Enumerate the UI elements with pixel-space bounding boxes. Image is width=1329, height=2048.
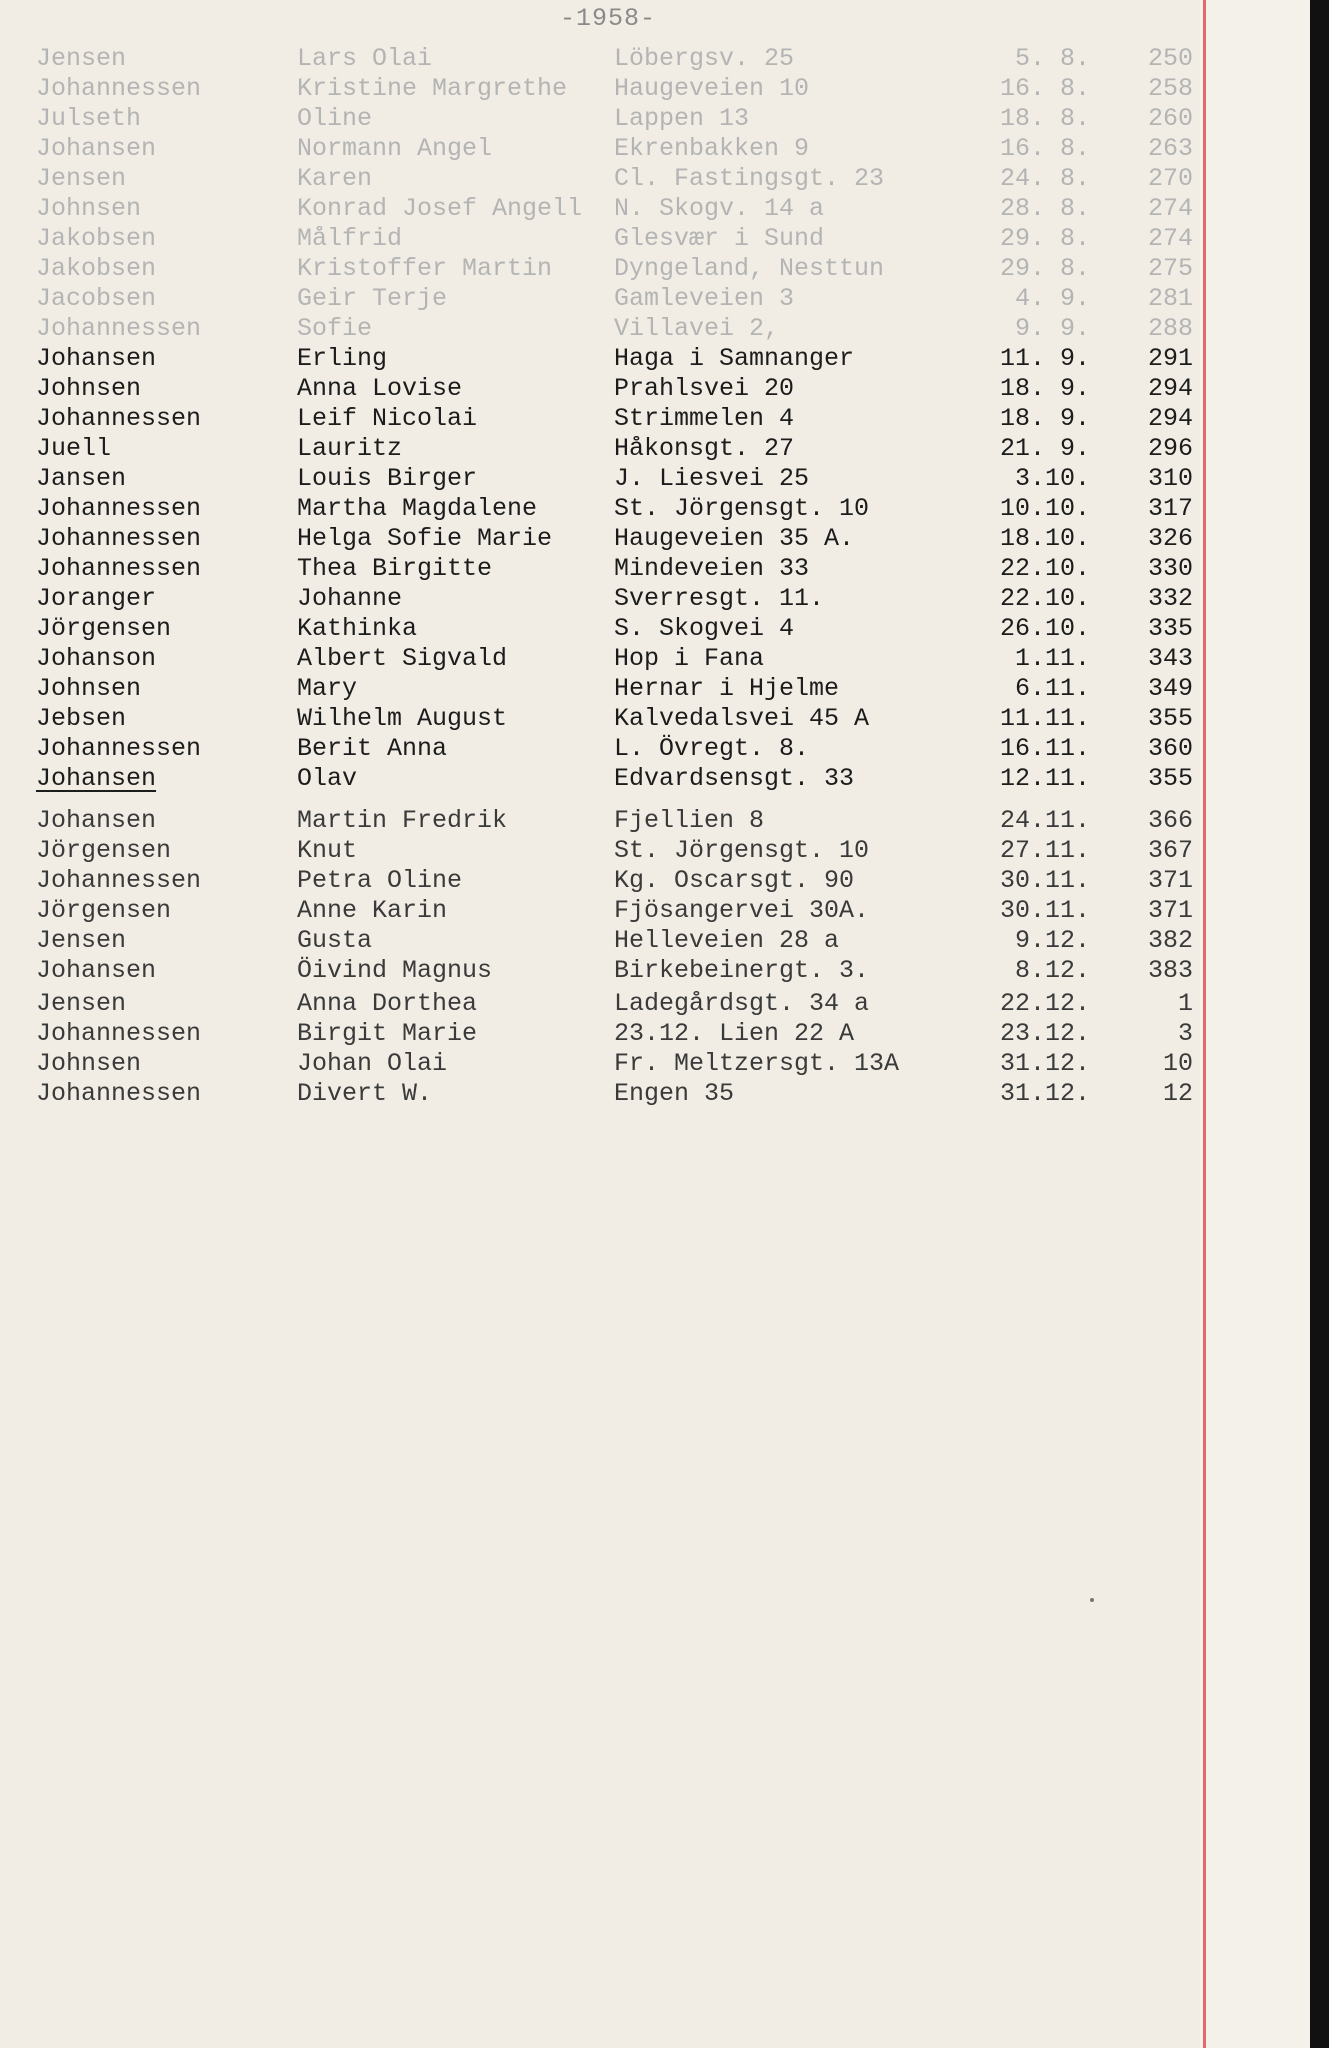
entry-surname: Johnsen (36, 374, 142, 403)
register-entry (0, 584, 1200, 614)
entry-date: 1.11. (1014, 644, 1090, 673)
page-margin-strip (1200, 0, 1310, 2048)
entry-number: 332 (1147, 584, 1193, 613)
entry-date: 11. 9. (999, 344, 1090, 373)
entry-address: Haugeveien 35 A. (614, 524, 855, 553)
entry-given-names: Divert W. (297, 1079, 433, 1108)
entry-date: 24. 8. (999, 164, 1090, 193)
entry-surname: Johannessen (36, 1079, 202, 1108)
entry-given-names: Johan Olai (297, 1049, 448, 1078)
entry-given-names: Louis Birger (297, 464, 478, 493)
register-entry (0, 524, 1200, 554)
entry-address: Löbergsv. 25 (614, 44, 795, 73)
entry-surname: Johanson (36, 644, 157, 673)
entry-surname: Jensen (36, 44, 127, 73)
entry-surname: Joranger (36, 584, 157, 613)
entry-address: Kalvedalsvei 45 A (614, 704, 870, 733)
entry-number: 367 (1147, 836, 1193, 865)
entry-number: 355 (1147, 764, 1193, 793)
entry-address: Gamleveien 3 (614, 284, 795, 313)
entry-number: 310 (1147, 464, 1193, 493)
entry-given-names: Målfrid (297, 224, 403, 253)
entry-surname: Johansen (36, 764, 157, 793)
entry-surname: Jensen (36, 926, 127, 955)
entry-date: 18.10. (999, 524, 1090, 553)
entry-given-names: Mary (297, 674, 358, 703)
entry-date: 27.11. (999, 836, 1090, 865)
register-entry (0, 74, 1200, 104)
entry-number: 294 (1147, 404, 1193, 433)
entry-address: Sverresgt. 11. (614, 584, 825, 613)
entry-surname: Johansen (36, 344, 157, 373)
entry-number: 10 (1162, 1049, 1193, 1078)
entry-surname: Johannessen (36, 74, 202, 103)
entry-date: 30.11. (999, 866, 1090, 895)
entry-address: J. Liesvei 25 (614, 464, 810, 493)
register-entry (0, 614, 1200, 644)
entry-surname: Johannessen (36, 494, 202, 523)
entry-surname: Johnsen (36, 1049, 142, 1078)
entry-surname: Julseth (36, 104, 142, 133)
register-entry (0, 374, 1200, 404)
entry-address: 23.12. Lien 22 A (614, 1019, 855, 1048)
entry-address: Prahlsvei 20 (614, 374, 795, 403)
entry-address: Strimmelen 4 (614, 404, 795, 433)
entry-number: 343 (1147, 644, 1193, 673)
register-entry (0, 314, 1200, 344)
entry-date: 8.12. (1014, 956, 1090, 985)
entry-date: 16. 8. (999, 134, 1090, 163)
entry-surname: Johansen (36, 806, 157, 835)
entry-number: 274 (1147, 194, 1193, 223)
entry-address: L. Övregt. 8. (614, 734, 810, 763)
entry-address: Hernar i Hjelme (614, 674, 840, 703)
entry-given-names: Anne Karin (297, 896, 448, 925)
entry-given-names: Knut (297, 836, 358, 865)
paper-speck (1090, 1598, 1094, 1602)
entry-date: 4. 9. (1014, 284, 1090, 313)
entry-address: Haugeveien 10 (614, 74, 810, 103)
entry-number: 349 (1147, 674, 1193, 703)
entry-surname: Johannessen (36, 404, 202, 433)
entry-date: 22.10. (999, 554, 1090, 583)
entry-date: 23.12. (999, 1019, 1090, 1048)
entry-number: 288 (1147, 314, 1193, 343)
register-entry (0, 644, 1200, 674)
entry-address: Mindeveien 33 (614, 554, 810, 583)
register-entry (0, 404, 1200, 434)
entry-given-names: Wilhelm August (297, 704, 508, 733)
entry-given-names: Kathinka (297, 614, 418, 643)
entry-date: 9.12. (1014, 926, 1090, 955)
entry-address: Haga i Samnanger (614, 344, 855, 373)
entry-surname: Johannessen (36, 554, 202, 583)
entry-address: Edvardsensgt. 33 (614, 764, 855, 793)
entry-number: 291 (1147, 344, 1193, 373)
entry-address: St. Jörgensgt. 10 (614, 494, 870, 523)
entry-given-names: Lars Olai (297, 44, 433, 73)
entry-number: 382 (1147, 926, 1193, 955)
entry-address: Ekrenbakken 9 (614, 134, 810, 163)
entry-surname: Jebsen (36, 704, 127, 733)
entry-given-names: Karen (297, 164, 373, 193)
register-entry (0, 1049, 1200, 1079)
entry-date: 18. 9. (999, 374, 1090, 403)
entry-surname: Jensen (36, 989, 127, 1018)
entry-number: 326 (1147, 524, 1193, 553)
register-entry (0, 806, 1200, 836)
entry-address: Hop i Fana (614, 644, 765, 673)
entry-address: Engen 35 (614, 1079, 735, 1108)
register-entry (0, 704, 1200, 734)
entry-date: 30.11. (999, 896, 1090, 925)
entry-date: 22.12. (999, 989, 1090, 1018)
register-entry (0, 134, 1200, 164)
register-entry (0, 254, 1200, 284)
register-entry (0, 344, 1200, 374)
entry-surname: Johansen (36, 134, 157, 163)
register-entry (0, 44, 1200, 74)
entry-date: 16. 8. (999, 74, 1090, 103)
entry-number: 360 (1147, 734, 1193, 763)
register-entry (0, 764, 1200, 794)
entry-address: N. Skogv. 14 a (614, 194, 825, 223)
entry-given-names: Anna Lovise (297, 374, 463, 403)
entry-address: Kg. Oscarsgt. 90 (614, 866, 855, 895)
entry-surname: Juell (36, 434, 112, 463)
entry-date: 21. 9. (999, 434, 1090, 463)
entry-surname: Jörgensen (36, 896, 172, 925)
entry-given-names: Birgit Marie (297, 1019, 478, 1048)
register-entry (0, 554, 1200, 584)
entry-surname: Johannessen (36, 524, 202, 553)
entry-number: 371 (1147, 896, 1193, 925)
entry-date: 26.10. (999, 614, 1090, 643)
entry-surname: Johannessen (36, 314, 202, 343)
entry-number: 371 (1147, 866, 1193, 895)
entry-date: 29. 8. (999, 224, 1090, 253)
entry-address: Glesvær i Sund (614, 224, 825, 253)
entry-address: Fr. Meltzersgt. 13A (614, 1049, 900, 1078)
entry-given-names: Sofie (297, 314, 373, 343)
register-entry (0, 896, 1200, 926)
entry-number: 335 (1147, 614, 1193, 643)
entry-date: 22.10. (999, 584, 1090, 613)
entry-given-names: Anna Dorthea (297, 989, 478, 1018)
entry-date: 6.11. (1014, 674, 1090, 703)
entry-date: 10.10. (999, 494, 1090, 523)
entry-number: 12 (1162, 1079, 1193, 1108)
entry-surname: Johnsen (36, 674, 142, 703)
register-entry (0, 1019, 1200, 1049)
register-entry (0, 734, 1200, 764)
entry-number: 366 (1147, 806, 1193, 835)
entry-given-names: Kristine Margrethe (297, 74, 568, 103)
entry-number: 3 (1177, 1019, 1193, 1048)
register-entry (0, 674, 1200, 704)
entry-surname: Jacobsen (36, 284, 157, 313)
entry-number: 274 (1147, 224, 1193, 253)
entry-surname: Jörgensen (36, 836, 172, 865)
entry-date: 5. 8. (1014, 44, 1090, 73)
entry-address: Fjellien 8 (614, 806, 765, 835)
entry-number: 330 (1147, 554, 1193, 583)
scan-edge (1310, 0, 1329, 2048)
register-entry (0, 464, 1200, 494)
entry-given-names: Erling (297, 344, 388, 373)
entry-address: Cl. Fastingsgt. 23 (614, 164, 885, 193)
register-entry (0, 434, 1200, 464)
entry-given-names: Martin Fredrik (297, 806, 508, 835)
entry-given-names: Lauritz (297, 434, 403, 463)
entry-given-names: Normann Angel (297, 134, 493, 163)
entry-given-names: Berit Anna (297, 734, 448, 763)
entry-date: 24.11. (999, 806, 1090, 835)
entry-address: Fjösangervei 30A. (614, 896, 870, 925)
entry-surname: Jensen (36, 164, 127, 193)
entry-address: Ladegårdsgt. 34 a (614, 989, 870, 1018)
register-entry (0, 164, 1200, 194)
entry-given-names: Kristoffer Martin (297, 254, 553, 283)
register-entry (0, 1079, 1200, 1109)
register-entry (0, 224, 1200, 254)
register-entry (0, 104, 1200, 134)
entry-number: 294 (1147, 374, 1193, 403)
entry-date: 31.12. (999, 1049, 1090, 1078)
entry-number: 270 (1147, 164, 1193, 193)
entry-number: 281 (1147, 284, 1193, 313)
register-entry (0, 194, 1200, 224)
entry-number: 383 (1147, 956, 1193, 985)
entry-given-names: Helga Sofie Marie (297, 524, 553, 553)
entry-date: 18. 9. (999, 404, 1090, 433)
entry-surname: Jakobsen (36, 224, 157, 253)
entry-given-names: Gusta (297, 926, 373, 955)
entry-address: Helleveien 28 a (614, 926, 840, 955)
register-entry (0, 836, 1200, 866)
register-entry (0, 494, 1200, 524)
entry-number: 250 (1147, 44, 1193, 73)
entry-surname: Johannessen (36, 734, 202, 763)
entry-number: 275 (1147, 254, 1193, 283)
register-entry (0, 284, 1200, 314)
entry-given-names: Thea Birgitte (297, 554, 493, 583)
entry-given-names: Albert Sigvald (297, 644, 508, 673)
entry-surname: Jakobsen (36, 254, 157, 283)
entry-address: Lappen 13 (614, 104, 750, 133)
entry-surname: Johannessen (36, 866, 202, 895)
entry-given-names: Oline (297, 104, 373, 133)
entry-number: 260 (1147, 104, 1193, 133)
register-entry (0, 956, 1200, 986)
entry-surname: Johansen (36, 956, 157, 985)
entry-surname: Johannessen (36, 1019, 202, 1048)
entry-surname: Johnsen (36, 194, 142, 223)
entry-date: 29. 8. (999, 254, 1090, 283)
register-entry (0, 866, 1200, 896)
entry-given-names: Öivind Magnus (297, 956, 493, 985)
entry-date: 16.11. (999, 734, 1090, 763)
entry-given-names: Johanne (297, 584, 403, 613)
entry-number: 355 (1147, 704, 1193, 733)
entry-address: Villavei 2, (614, 314, 780, 343)
entry-address: Dyngeland, Nesttun (614, 254, 885, 283)
red-margin-line (1203, 0, 1206, 2048)
entry-number: 258 (1147, 74, 1193, 103)
entry-date: 28. 8. (999, 194, 1090, 223)
entry-date: 12.11. (999, 764, 1090, 793)
entry-address: Birkebeinergt. 3. (614, 956, 870, 985)
entry-number: 263 (1147, 134, 1193, 163)
entry-number: 317 (1147, 494, 1193, 523)
entry-given-names: Martha Magdalene (297, 494, 538, 523)
register-entry (0, 989, 1200, 1019)
entry-address: St. Jörgensgt. 10 (614, 836, 870, 865)
entry-given-names: Konrad Josef Angell (297, 194, 583, 223)
entry-surname: Jörgensen (36, 614, 172, 643)
entry-date: 11.11. (999, 704, 1090, 733)
page-title: -1958- (560, 4, 657, 33)
entry-surname: Jansen (36, 464, 127, 493)
entry-given-names: Leif Nicolai (297, 404, 478, 433)
entry-given-names: Geir Terje (297, 284, 448, 313)
entry-number: 1 (1177, 989, 1193, 1018)
entry-given-names: Petra Oline (297, 866, 463, 895)
entry-address: S. Skogvei 4 (614, 614, 795, 643)
register-entry (0, 926, 1200, 956)
entry-number: 296 (1147, 434, 1193, 463)
entry-address: Håkonsgt. 27 (614, 434, 795, 463)
entry-given-names: Olav (297, 764, 358, 793)
entry-date: 18. 8. (999, 104, 1090, 133)
entry-date: 9. 9. (1014, 314, 1090, 343)
entry-date: 31.12. (999, 1079, 1090, 1108)
entry-date: 3.10. (1014, 464, 1090, 493)
